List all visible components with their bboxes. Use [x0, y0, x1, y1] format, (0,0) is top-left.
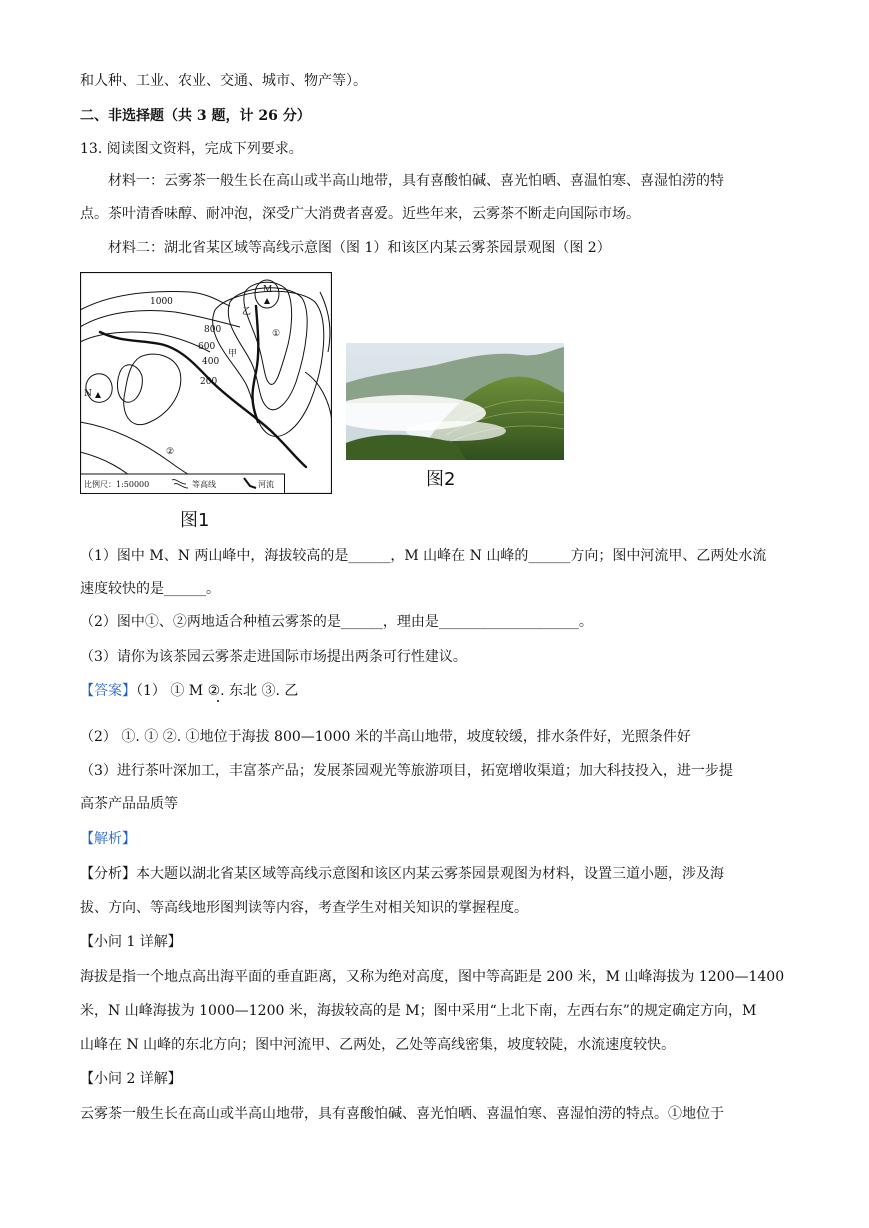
answer-line-1	[80, 681, 790, 701]
detail-2-line-1: 云雾茶一般生长在高山或半高山地带，具有喜酸怕碱、喜光怕晒、喜温怕寒、喜湿怕涝的特点。①地位于	[80, 1106, 724, 1122]
contour-label-800: 800	[204, 325, 222, 335]
peak-label-n: N	[84, 389, 92, 399]
material-two: 材料二：湖北省某区域等高线示意图（图 1）和该区内某云雾茶园景观图（图 2）	[108, 240, 611, 256]
contour-label-400: 400	[202, 357, 220, 367]
subquestion-1-cont: 速度较快的是______。	[80, 581, 220, 597]
river-point-jia: 甲	[228, 349, 238, 359]
subquestion-2: （2）图中①、②两地适合种植云雾茶的是______，理由是____________________。	[80, 614, 593, 630]
answer-1-text: （1） ① M ②. 东北 ③. 乙	[136, 683, 299, 699]
analysis-tag: 【解析】	[80, 831, 136, 847]
material-one-cont: 点。茶叶清香味醇、耐冲泡，深受广大消费者喜爱。近些年来，云雾茶不断走向国际市场。	[80, 206, 640, 222]
contour-map	[80, 272, 332, 494]
answer-line-3-cont: 高茶产品品质等	[80, 796, 178, 812]
figure1-caption: 图1	[180, 510, 210, 531]
subquestion-1: （1）图中 M、N 两山峰中，海拔较高的是______，M 山峰在 N 山峰的______方向；图中河流甲、乙两处水流	[80, 548, 767, 564]
legend-scale: 比例尺：1:50000	[84, 480, 150, 489]
answer-line-2: （2） ①. ① ②. ①地位于海拔 800—1000 米的半高山地带，坡度较缓，排水条件好，光照条件好	[80, 729, 691, 745]
analysis-summary: 【分析】本大题以湖北省某区域等高线示意图和该区内某云雾茶园景观图为材料，设置三道小题，涉及海	[80, 866, 724, 882]
detail-1-line-3: 山峰在 N 山峰的东北方向；图中河流甲、乙两处，乙处等高线密集，坡度较陡，水流速度较快。	[80, 1037, 676, 1053]
river-point-yi: 乙	[242, 307, 252, 317]
answer-line-3: （3）进行茶叶深加工，丰富茶产品；发展茶园观光等旅游项目，拓宽增收渠道；加大科技投入，进一步提	[80, 763, 733, 779]
text-line: 和人种、工业、农业、交通、城市、物产等）。	[80, 73, 367, 89]
detail-heading-2: 【小问 2 详解】	[80, 1071, 182, 1087]
site-label-2: ②	[166, 447, 175, 457]
material-one: 材料一：云雾茶一般生长在高山或半高山地带，具有喜酸怕碱、喜光怕晒、喜温怕寒、喜湿怕涝的特	[108, 173, 724, 189]
section-heading: 二、非选择题（共 3 题，计 26 分）	[80, 108, 311, 124]
contour-label-600: 600	[198, 342, 216, 352]
subquestion-3: （3）请你为该茶园云雾茶走进国际市场提出两条可行性建议。	[80, 649, 467, 665]
detail-heading-1: 【小问 1 详解】	[80, 934, 182, 950]
tea-garden-photo	[346, 343, 564, 460]
legend-contour: 等高线	[192, 480, 216, 489]
answer-tag: 【答案】	[80, 683, 136, 699]
detail-1-line-2: 米，N 山峰海拔为 1000—1200 米，海拔较高的是 M；图中采用“上北下南，左西右东”的规定确定方向，M	[80, 1003, 757, 1019]
contour-label-200: 200	[200, 377, 218, 387]
figure2-caption: 图2	[426, 469, 456, 490]
dot-mark	[217, 700, 219, 702]
question-title: 13. 阅读图文资料，完成下列要求。	[80, 141, 303, 157]
analysis-summary-cont: 拔、方向、等高线地形图判读等内容，考查学生对相关知识的掌握程度。	[80, 900, 528, 916]
peak-label-m: M	[263, 285, 273, 295]
legend-river: 河流	[258, 480, 274, 489]
site-label-1: ①	[272, 329, 281, 339]
contour-label-1000: 1000	[150, 297, 173, 307]
detail-1-line-1: 海拔是指一个地点高出海平面的垂直距离，又称为绝对高度，图中等高距是 200 米，M 山峰海拔为 1200—1400	[80, 969, 785, 985]
